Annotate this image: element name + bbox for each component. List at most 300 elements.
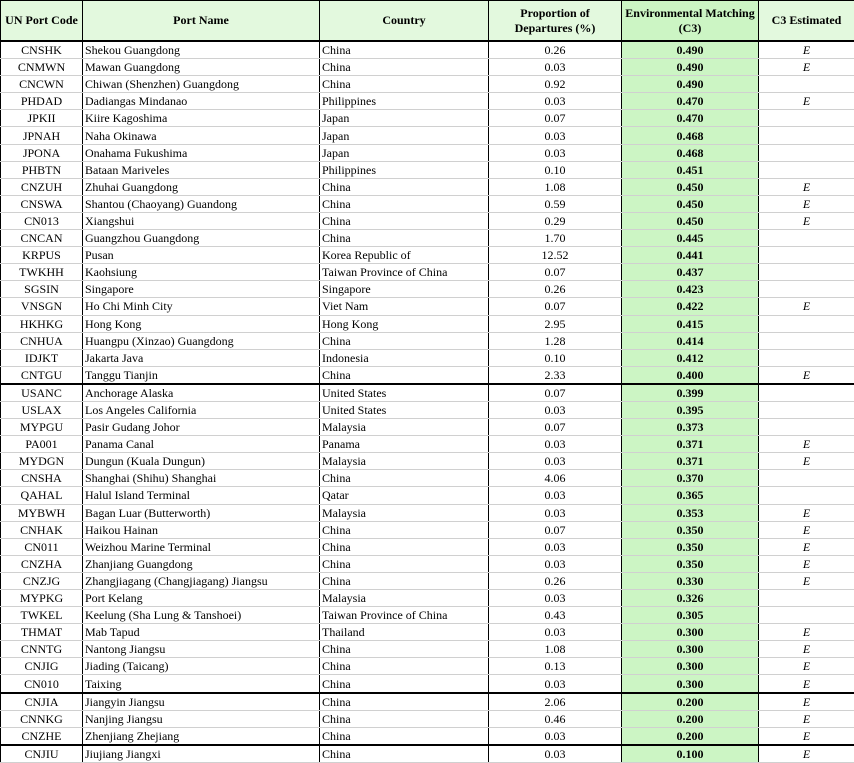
cell-proportion: 0.59 [489, 195, 622, 212]
cell-env-matching: 0.373 [622, 419, 759, 436]
cell-port-code: CNSHA [1, 470, 83, 487]
cell-env-matching: 0.450 [622, 178, 759, 195]
cell-port-code: CNHAK [1, 521, 83, 538]
cell-port-name: Jiangyin Jiangsu [83, 693, 320, 711]
cell-port-name: Singapore [83, 281, 320, 298]
table-row [1, 538, 854, 555]
cell-env-matching: 0.423 [622, 281, 759, 298]
table-row [1, 144, 854, 161]
cell-proportion: 0.43 [489, 607, 622, 624]
table-row [1, 470, 854, 487]
table-row [1, 675, 854, 693]
cell-country: Taiwan Province of China [320, 264, 489, 281]
cell-port-code: CNHUA [1, 332, 83, 349]
cell-port-name: Kaohsiung [83, 264, 320, 281]
cell-env-matching: 0.350 [622, 521, 759, 538]
cell-proportion: 0.03 [489, 538, 622, 555]
cell-port-code: CNJIU [1, 745, 83, 763]
cell-country: China [320, 658, 489, 675]
cell-env-matching: 0.414 [622, 332, 759, 349]
cell-port-code: HKHKG [1, 315, 83, 332]
table-row [1, 436, 854, 453]
col-header-proportion: Proportion of Departures (%) [489, 1, 622, 42]
cell-port-code: MYDGN [1, 453, 83, 470]
cell-c3-estimated: E [759, 710, 854, 727]
cell-country: China [320, 332, 489, 349]
cell-port-name: Naha Okinawa [83, 127, 320, 144]
cell-port-code: PHDAD [1, 93, 83, 110]
cell-c3-estimated: E [759, 195, 854, 212]
cell-c3-estimated [759, 281, 854, 298]
cell-port-name: Jiujiang Jiangxi [83, 745, 320, 763]
cell-port-code: CNSWA [1, 195, 83, 212]
cell-proportion: 0.03 [489, 93, 622, 110]
table-row [1, 624, 854, 641]
cell-port-name: Keelung (Sha Lung & Tanshoei) [83, 607, 320, 624]
cell-country: China [320, 710, 489, 727]
cell-port-name: Los Angeles California [83, 401, 320, 418]
cell-port-name: Zhanjiang Guangdong [83, 555, 320, 572]
cell-country: Indonesia [320, 349, 489, 366]
table-row [1, 693, 854, 711]
table-row [1, 487, 854, 504]
cell-port-code: PHBTN [1, 161, 83, 178]
cell-c3-estimated [759, 401, 854, 418]
cell-port-code: CNZHE [1, 727, 83, 745]
cell-country: China [320, 745, 489, 763]
cell-env-matching: 0.300 [622, 675, 759, 693]
cell-country: Japan [320, 110, 489, 127]
table-row [1, 745, 854, 763]
cell-c3-estimated: E [759, 538, 854, 555]
cell-proportion: 0.03 [489, 555, 622, 572]
cell-proportion: 0.03 [489, 59, 622, 76]
cell-proportion: 0.03 [489, 401, 622, 418]
cell-port-name: Weizhou Marine Terminal [83, 538, 320, 555]
cell-c3-estimated: E [759, 436, 854, 453]
cell-env-matching: 0.330 [622, 572, 759, 589]
cell-country: China [320, 641, 489, 658]
cell-proportion: 0.46 [489, 710, 622, 727]
cell-c3-estimated: E [759, 675, 854, 693]
table-row [1, 727, 854, 745]
col-header-name: Port Name [83, 1, 320, 42]
table-row [1, 212, 854, 229]
cell-port-code: USANC [1, 384, 83, 402]
cell-c3-estimated [759, 384, 854, 402]
cell-env-matching: 0.371 [622, 436, 759, 453]
cell-port-name: Haikou Hainan [83, 521, 320, 538]
cell-proportion: 0.07 [489, 384, 622, 402]
cell-proportion: 1.70 [489, 230, 622, 247]
cell-env-matching: 0.305 [622, 607, 759, 624]
header-row [1, 1, 854, 42]
cell-c3-estimated: E [759, 727, 854, 745]
cell-c3-estimated: E [759, 212, 854, 229]
cell-c3-estimated: E [759, 41, 854, 59]
cell-env-matching: 0.200 [622, 710, 759, 727]
cell-env-matching: 0.300 [622, 658, 759, 675]
cell-country: Viet Nam [320, 298, 489, 315]
cell-port-code: CN013 [1, 212, 83, 229]
cell-c3-estimated [759, 76, 854, 93]
cell-c3-estimated: E [759, 555, 854, 572]
cell-country: Philippines [320, 161, 489, 178]
cell-proportion: 4.06 [489, 470, 622, 487]
cell-country: Japan [320, 144, 489, 161]
cell-port-code: JPKII [1, 110, 83, 127]
col-header-matching: Environmental Matching (C3) [622, 1, 759, 42]
cell-port-name: Port Kelang [83, 590, 320, 607]
cell-c3-estimated [759, 419, 854, 436]
cell-port-name: Dungun (Kuala Dungun) [83, 453, 320, 470]
cell-env-matching: 0.371 [622, 453, 759, 470]
table-row [1, 366, 854, 384]
cell-port-name: Shekou Guangdong [83, 41, 320, 59]
cell-env-matching: 0.100 [622, 745, 759, 763]
cell-proportion: 0.07 [489, 264, 622, 281]
table-row [1, 195, 854, 212]
table-row [1, 127, 854, 144]
cell-env-matching: 0.412 [622, 349, 759, 366]
cell-env-matching: 0.450 [622, 212, 759, 229]
cell-port-code: TWKHH [1, 264, 83, 281]
cell-port-code: VNSGN [1, 298, 83, 315]
cell-env-matching: 0.490 [622, 76, 759, 93]
cell-proportion: 2.06 [489, 693, 622, 711]
table-row [1, 521, 854, 538]
cell-env-matching: 0.350 [622, 555, 759, 572]
cell-country: China [320, 470, 489, 487]
cell-proportion: 0.03 [489, 453, 622, 470]
cell-proportion: 0.03 [489, 144, 622, 161]
cell-port-code: USLAX [1, 401, 83, 418]
cell-port-name: Anchorage Alaska [83, 384, 320, 402]
cell-c3-estimated [759, 590, 854, 607]
cell-port-name: Guangzhou Guangdong [83, 230, 320, 247]
cell-c3-estimated [759, 127, 854, 144]
cell-c3-estimated [759, 144, 854, 161]
table-row [1, 93, 854, 110]
cell-proportion: 0.03 [489, 675, 622, 693]
cell-env-matching: 0.437 [622, 264, 759, 281]
cell-country: Malaysia [320, 419, 489, 436]
cell-c3-estimated [759, 470, 854, 487]
cell-env-matching: 0.445 [622, 230, 759, 247]
cell-port-name: Zhuhai Guangdong [83, 178, 320, 195]
cell-country: Panama [320, 436, 489, 453]
cell-proportion: 0.10 [489, 349, 622, 366]
cell-c3-estimated: E [759, 298, 854, 315]
cell-port-name: Panama Canal [83, 436, 320, 453]
cell-country: China [320, 727, 489, 745]
cell-country: China [320, 59, 489, 76]
cell-port-code: CNZUH [1, 178, 83, 195]
cell-port-name: Nanjing Jiangsu [83, 710, 320, 727]
table-row [1, 332, 854, 349]
cell-country: China [320, 195, 489, 212]
cell-proportion: 0.03 [489, 745, 622, 763]
cell-port-name: Halul Island Terminal [83, 487, 320, 504]
cell-country: China [320, 555, 489, 572]
table-row [1, 298, 854, 315]
cell-env-matching: 0.326 [622, 590, 759, 607]
cell-c3-estimated [759, 161, 854, 178]
cell-port-code: PA001 [1, 436, 83, 453]
cell-proportion: 0.03 [489, 624, 622, 641]
cell-port-name: Onahama Fukushima [83, 144, 320, 161]
cell-proportion: 0.03 [489, 727, 622, 745]
col-header-estimated: C3 Estimated [759, 1, 854, 42]
cell-port-name: Dadiangas Mindanao [83, 93, 320, 110]
cell-country: Thailand [320, 624, 489, 641]
cell-proportion: 12.52 [489, 247, 622, 264]
cell-env-matching: 0.400 [622, 366, 759, 384]
cell-port-code: MYBWH [1, 504, 83, 521]
table-row [1, 110, 854, 127]
cell-proportion: 0.92 [489, 76, 622, 93]
table-row [1, 59, 854, 76]
cell-port-code: JPNAH [1, 127, 83, 144]
cell-port-code: CNCWN [1, 76, 83, 93]
cell-country: Hong Kong [320, 315, 489, 332]
cell-c3-estimated [759, 110, 854, 127]
cell-c3-estimated: E [759, 521, 854, 538]
table-row [1, 607, 854, 624]
table-row [1, 590, 854, 607]
cell-port-code: CNJIG [1, 658, 83, 675]
cell-c3-estimated [759, 487, 854, 504]
cell-env-matching: 0.353 [622, 504, 759, 521]
cell-proportion: 2.95 [489, 315, 622, 332]
cell-env-matching: 0.470 [622, 110, 759, 127]
cell-proportion: 0.03 [489, 436, 622, 453]
cell-port-name: Kiire Kagoshima [83, 110, 320, 127]
cell-port-name: Jiading (Taicang) [83, 658, 320, 675]
cell-country: China [320, 178, 489, 195]
cell-country: Taiwan Province of China [320, 607, 489, 624]
cell-country: China [320, 212, 489, 229]
cell-env-matching: 0.470 [622, 93, 759, 110]
cell-country: Singapore [320, 281, 489, 298]
cell-port-code: CNTGU [1, 366, 83, 384]
table-row [1, 349, 854, 366]
cell-port-name: Xiangshui [83, 212, 320, 229]
cell-c3-estimated: E [759, 453, 854, 470]
cell-port-code: CNJIA [1, 693, 83, 711]
cell-proportion: 1.08 [489, 178, 622, 195]
cell-env-matching: 0.300 [622, 641, 759, 658]
col-header-country: Country [320, 1, 489, 42]
cell-country: China [320, 572, 489, 589]
cell-port-name: Shanghai (Shihu) Shanghai [83, 470, 320, 487]
cell-c3-estimated [759, 332, 854, 349]
cell-c3-estimated [759, 264, 854, 281]
table-row [1, 504, 854, 521]
cell-country: China [320, 693, 489, 711]
cell-country: Philippines [320, 93, 489, 110]
table-row [1, 555, 854, 572]
cell-port-name: Bagan Luar (Butterworth) [83, 504, 320, 521]
cell-env-matching: 0.370 [622, 470, 759, 487]
table-row [1, 230, 854, 247]
cell-c3-estimated [759, 607, 854, 624]
cell-country: China [320, 41, 489, 59]
cell-country: Malaysia [320, 453, 489, 470]
cell-proportion: 0.10 [489, 161, 622, 178]
cell-port-code: CNZJG [1, 572, 83, 589]
cell-c3-estimated [759, 230, 854, 247]
cell-proportion: 0.03 [489, 487, 622, 504]
cell-port-name: Hong Kong [83, 315, 320, 332]
cell-env-matching: 0.350 [622, 538, 759, 555]
cell-port-code: THMAT [1, 624, 83, 641]
cell-port-name: Chiwan (Shenzhen) Guangdong [83, 76, 320, 93]
cell-port-name: Tanggu Tianjin [83, 366, 320, 384]
cell-c3-estimated: E [759, 641, 854, 658]
cell-country: Malaysia [320, 590, 489, 607]
cell-port-code: MYPGU [1, 419, 83, 436]
cell-proportion: 0.03 [489, 504, 622, 521]
cell-env-matching: 0.468 [622, 127, 759, 144]
table-row [1, 453, 854, 470]
cell-c3-estimated [759, 349, 854, 366]
table-row [1, 641, 854, 658]
cell-port-name: Taixing [83, 675, 320, 693]
table-row [1, 315, 854, 332]
cell-proportion: 0.03 [489, 590, 622, 607]
cell-country: China [320, 675, 489, 693]
table-row [1, 41, 854, 59]
cell-proportion: 0.13 [489, 658, 622, 675]
cell-env-matching: 0.300 [622, 624, 759, 641]
cell-port-code: QAHAL [1, 487, 83, 504]
cell-proportion: 0.26 [489, 572, 622, 589]
table-row [1, 710, 854, 727]
cell-c3-estimated [759, 247, 854, 264]
cell-country: China [320, 76, 489, 93]
cell-country: United States [320, 384, 489, 402]
table-row [1, 658, 854, 675]
cell-proportion: 0.07 [489, 298, 622, 315]
cell-port-name: Huangpu (Xinzao) Guangdong [83, 332, 320, 349]
cell-proportion: 0.29 [489, 212, 622, 229]
cell-proportion: 0.26 [489, 281, 622, 298]
cell-proportion: 2.33 [489, 366, 622, 384]
cell-env-matching: 0.200 [622, 727, 759, 745]
table-row [1, 419, 854, 436]
cell-port-code: CNCAN [1, 230, 83, 247]
table-row [1, 76, 854, 93]
cell-c3-estimated: E [759, 624, 854, 641]
table-row [1, 401, 854, 418]
cell-country: United States [320, 401, 489, 418]
cell-c3-estimated [759, 315, 854, 332]
cell-port-code: CNZHA [1, 555, 83, 572]
cell-port-code: TWKEL [1, 607, 83, 624]
cell-env-matching: 0.422 [622, 298, 759, 315]
cell-port-code: CNNKG [1, 710, 83, 727]
cell-port-code: CNMWN [1, 59, 83, 76]
cell-port-name: Ho Chi Minh City [83, 298, 320, 315]
cell-port-code: CNSHK [1, 41, 83, 59]
cell-port-code: CN011 [1, 538, 83, 555]
cell-country: China [320, 538, 489, 555]
table-row [1, 247, 854, 264]
cell-country: Korea Republic of [320, 247, 489, 264]
cell-env-matching: 0.450 [622, 195, 759, 212]
cell-port-code: MYPKG [1, 590, 83, 607]
table-row [1, 384, 854, 402]
cell-env-matching: 0.490 [622, 41, 759, 59]
cell-country: Japan [320, 127, 489, 144]
cell-port-name: Zhenjiang Zhejiang [83, 727, 320, 745]
table-row [1, 161, 854, 178]
cell-proportion: 1.28 [489, 332, 622, 349]
cell-port-name: Nantong Jiangsu [83, 641, 320, 658]
cell-c3-estimated: E [759, 93, 854, 110]
cell-proportion: 0.07 [489, 110, 622, 127]
cell-c3-estimated: E [759, 178, 854, 195]
cell-c3-estimated: E [759, 693, 854, 711]
cell-env-matching: 0.399 [622, 384, 759, 402]
cell-port-name: Mawan Guangdong [83, 59, 320, 76]
cell-env-matching: 0.451 [622, 161, 759, 178]
cell-port-name: Zhangjiagang (Changjiagang) Jiangsu [83, 572, 320, 589]
cell-port-name: Shantou (Chaoyang) Guandong [83, 195, 320, 212]
cell-c3-estimated: E [759, 745, 854, 763]
cell-c3-estimated: E [759, 504, 854, 521]
cell-port-code: SGSIN [1, 281, 83, 298]
cell-country: China [320, 230, 489, 247]
cell-port-code: KRPUS [1, 247, 83, 264]
cell-port-name: Pasir Gudang Johor [83, 419, 320, 436]
cell-env-matching: 0.200 [622, 693, 759, 711]
cell-env-matching: 0.468 [622, 144, 759, 161]
cell-port-name: Pusan [83, 247, 320, 264]
table-row [1, 178, 854, 195]
cell-country: China [320, 366, 489, 384]
cell-proportion: 1.08 [489, 641, 622, 658]
cell-c3-estimated: E [759, 572, 854, 589]
cell-proportion: 0.26 [489, 41, 622, 59]
cell-port-name: Jakarta Java [83, 349, 320, 366]
col-header-code: UN Port Code [1, 1, 83, 42]
cell-c3-estimated: E [759, 658, 854, 675]
cell-proportion: 0.07 [489, 521, 622, 538]
cell-country: Malaysia [320, 504, 489, 521]
cell-port-code: CN010 [1, 675, 83, 693]
cell-port-code: CNNTG [1, 641, 83, 658]
cell-country: Qatar [320, 487, 489, 504]
cell-country: China [320, 521, 489, 538]
cell-port-code: JPONA [1, 144, 83, 161]
cell-env-matching: 0.395 [622, 401, 759, 418]
table-row [1, 281, 854, 298]
table-row [1, 572, 854, 589]
cell-c3-estimated: E [759, 366, 854, 384]
table-body [1, 41, 854, 762]
cell-port-name: Mab Tapud [83, 624, 320, 641]
table-row [1, 264, 854, 281]
cell-env-matching: 0.415 [622, 315, 759, 332]
cell-env-matching: 0.365 [622, 487, 759, 504]
cell-proportion: 0.07 [489, 419, 622, 436]
cell-proportion: 0.03 [489, 127, 622, 144]
cell-env-matching: 0.441 [622, 247, 759, 264]
cell-port-name: Bataan Mariveles [83, 161, 320, 178]
cell-env-matching: 0.490 [622, 59, 759, 76]
